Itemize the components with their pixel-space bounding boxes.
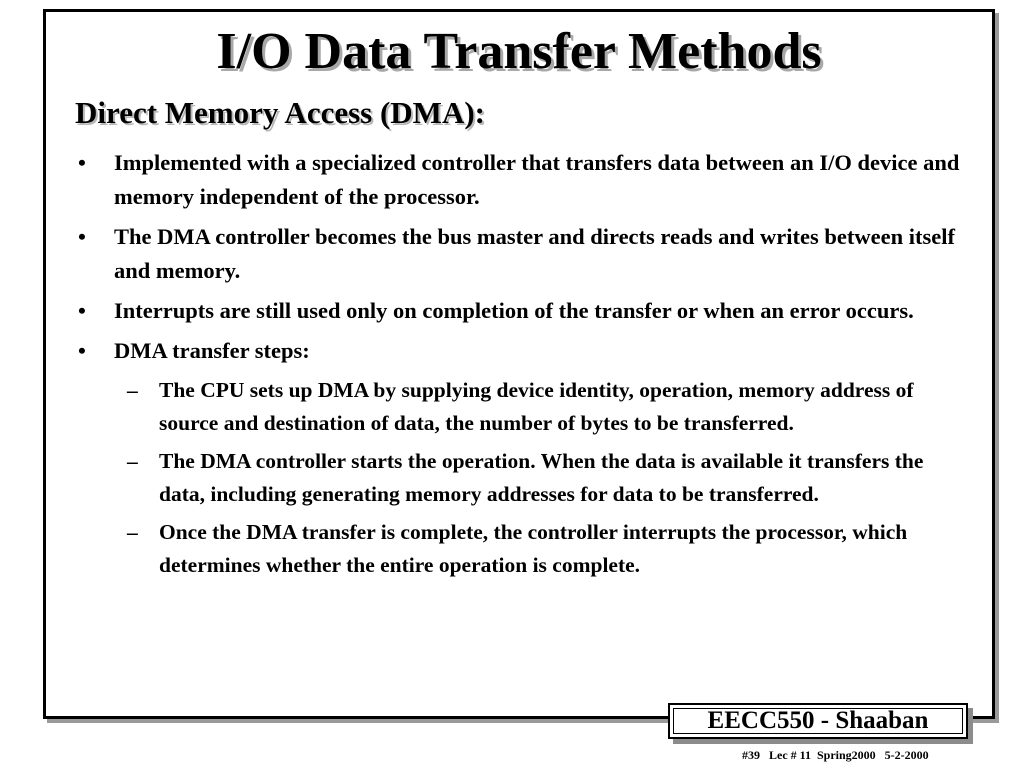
course-label-inner-border [673, 708, 963, 734]
sub-bullet-text: The DMA controller starts the operation. When the data is available it transfers the data, including generating memory addresses for data to be transferred. [159, 449, 924, 506]
sub-bullet-marker: – [127, 449, 138, 473]
bullet-item [72, 220, 972, 288]
lecture-footnote: #39 Lec # 11 Spring2000 5-2-2000 [742, 748, 929, 762]
sub-bullet-marker: – [127, 520, 138, 544]
course-label-box [668, 703, 968, 739]
section-heading: Direct Memory Access (DMA): [75, 95, 485, 130]
sub-bullet-list [114, 374, 972, 582]
bullet-marker: • [78, 150, 86, 175]
slide-title: I/O Data Transfer Methods [216, 23, 822, 80]
sub-bullet-marker: – [127, 378, 138, 402]
bullet-item [72, 294, 972, 328]
sub-bullet-item [114, 516, 972, 582]
sub-bullet-item [114, 445, 972, 511]
bullet-text: Interrupts are still used only on completion of the transfer or when an error occurs. [114, 298, 914, 323]
sub-bullet-text: Once the DMA transfer is complete, the controller interrupts the processor, which determines whether the entire operation is complete. [159, 520, 908, 577]
bullet-marker: • [78, 298, 86, 323]
course-label: EECC550 - Shaaban [707, 707, 929, 734]
bullet-list [72, 146, 972, 588]
bullet-text: The DMA controller becomes the bus master and directs reads and writes between itself and memory. [114, 224, 955, 283]
bullet-text: DMA transfer steps: [114, 338, 310, 363]
bullet-text: Implemented with a specialized controller that transfers data between an I/O device and memory independent of the processor. [114, 150, 960, 209]
bullet-marker: • [78, 224, 86, 249]
bullet-item [72, 146, 972, 214]
bullet-item [72, 334, 972, 582]
sub-bullet-item [114, 374, 972, 440]
sub-bullet-text: The CPU sets up DMA by supplying device identity, operation, memory address of source and destination of data, the number of bytes to be transferred. [159, 378, 914, 435]
bullet-marker: • [78, 338, 86, 363]
